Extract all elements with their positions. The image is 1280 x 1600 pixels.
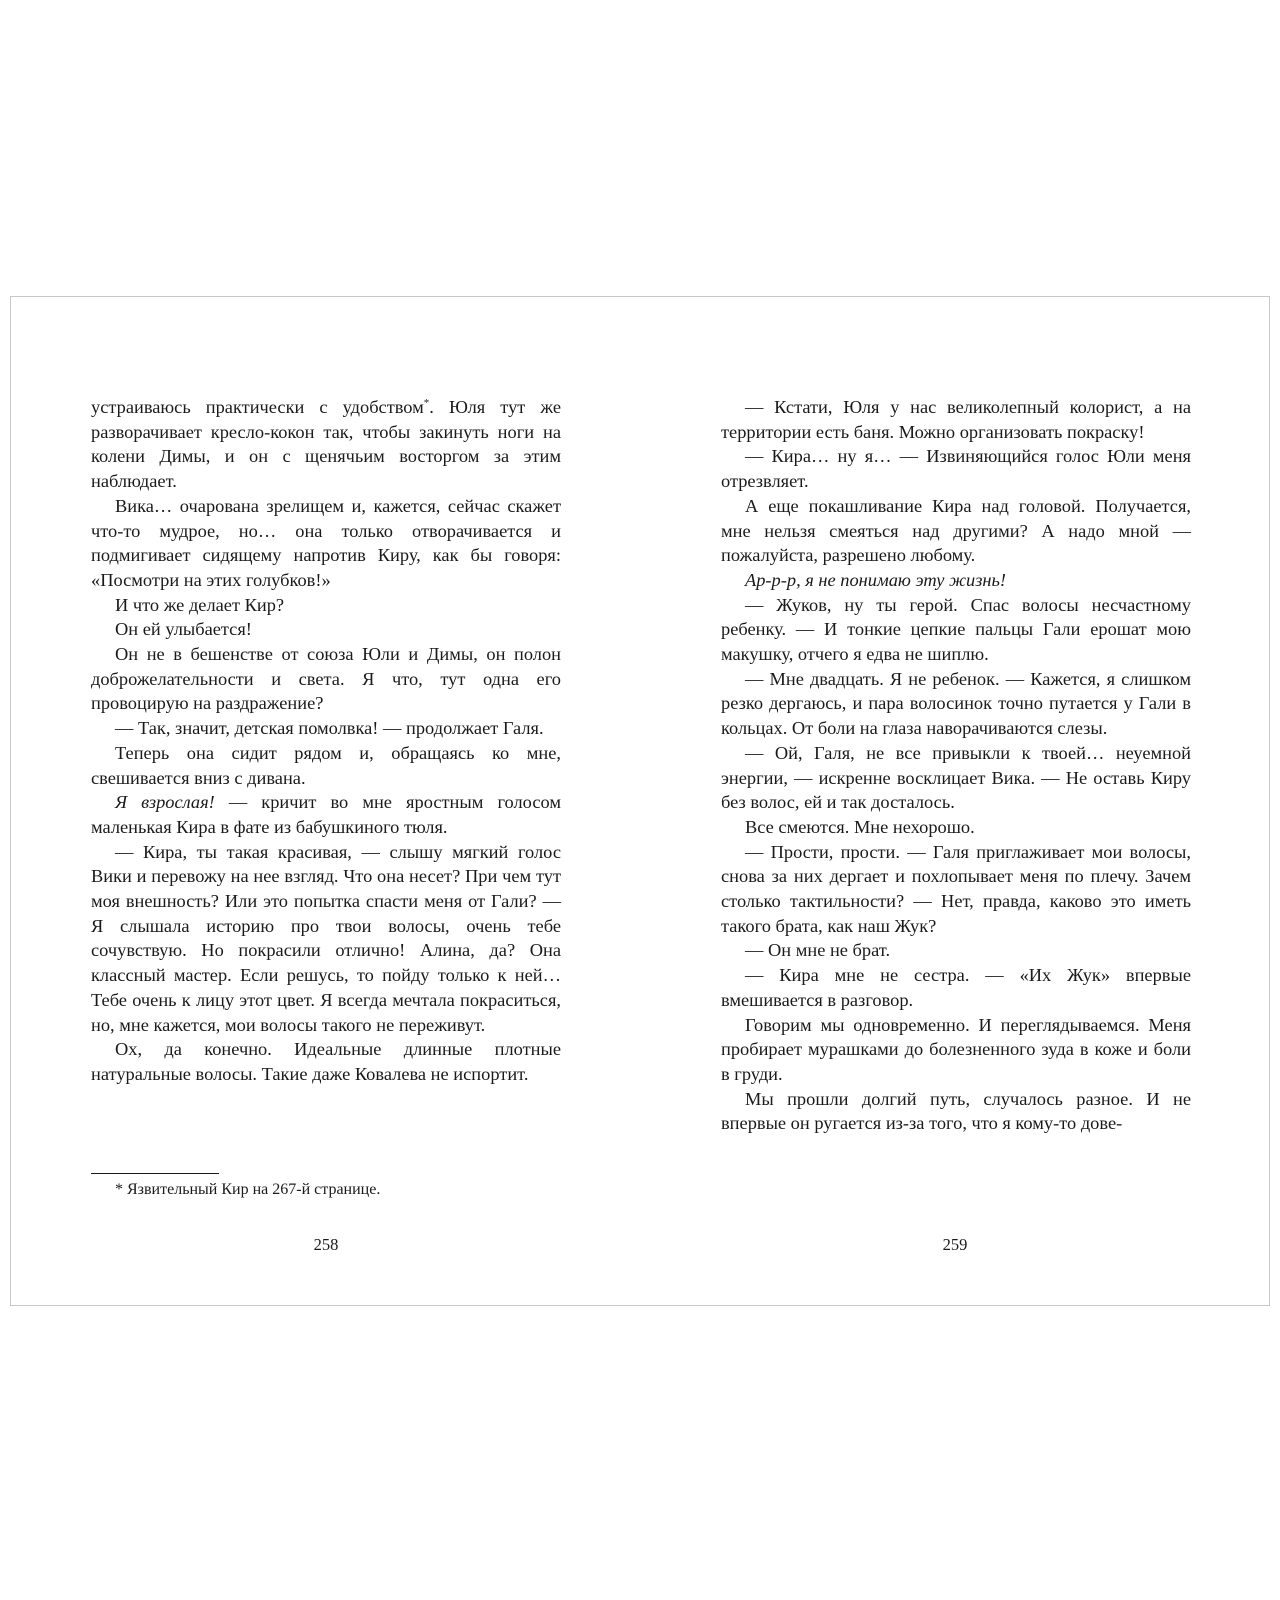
footnote-marker: *: [423, 396, 430, 409]
left-first-line: устраиваюсь практически с удобством: [91, 397, 424, 417]
italic-paragraph-rest: — кричит во мне яростным голосом маленькая Кира в фате из бабушкиного тюля.: [91, 792, 561, 837]
right-paragraph-6: Все смеются. Мне нехорошо.: [745, 816, 975, 837]
italic-thought-right: Ар-р-р, я не понимаю эту жизнь!: [745, 569, 1007, 590]
right-paragraph-1: — Кира… ну я… — Извиняющийся голос Юли меня отрезвляет.: [721, 446, 1191, 492]
right-page-text: [721, 395, 1191, 1136]
italic-thought: Я взрослая!: [115, 792, 215, 813]
right-paragraph-2: А еще покашливание Кира над головой. Получается, мне нельзя смеяться над другими? А надо мной — пожалуйста, разрешено любому.: [721, 495, 1191, 566]
footnote: * Язвительный Кир на 267-й странице.: [115, 1181, 381, 1198]
left-paragraph-2: И что же делает Кир?: [115, 594, 285, 615]
left-paragraph-italic: [91, 790, 561, 839]
left-paragraph-0: [91, 395, 561, 494]
left-paragraph-6: Теперь она сидит рядом и, обращаясь ко мне, свешивается вниз с дивана.: [91, 742, 561, 788]
right-paragraph-7: — Прости, прости. — Галя приглаживает мои волосы, снова за них дергает и похлопывает меня по плечу. Зачем столько тактильности? — Нет, правда, каково это иметь такого брата, как наш Жук?: [721, 841, 1191, 936]
left-paragraph-7: — Кира, ты такая красивая, — слышу мягкий голос Вики и перевожу на нее взгляд. Что она несет? При чем тут моя внешность? Или это попытка спасти меня от Гали? — Я слышала историю про твои волосы, очень тебе сочувствую. Но покрасили отлично! Алина, да? Она классный мастер. Если решусь, то пойду только к ней… Тебе очень к лицу этот цвет. Я всегда мечтала покраситься, но, мне кажется, мои волосы такого не переживут.: [91, 841, 561, 1035]
page-number-left: 258: [313, 1235, 339, 1254]
right-paragraph-10: Говорим мы одновременно. И переглядываемся. Меня пробирает мурашками до болезненного зуда в коже и боли в груди.: [721, 1014, 1191, 1084]
left-paragraph-8: Ох, да конечно. Идеальные длинные плотные натуральные волосы. Такие даже Ковалева не испортит.: [91, 1039, 561, 1084]
left-first-line-rest: . Юля тут же разворачивает кресло-кокон так, чтобы закинуть ноги на колени Димы, и он с щенячьим восторгом за этим наблюдает.: [91, 397, 561, 492]
left-page-text: [91, 395, 561, 1087]
right-paragraph-3: — Жуков, ну ты герой. Спас волосы несчастному ребенку. — И тонкие цепкие пальцы Гали ерошат мою макушку, отчего я едва не шиплю.: [721, 594, 1191, 665]
left-paragraph-3: Он ей улыбается!: [115, 619, 252, 640]
left-paragraph-4: Он не в бешенстве от союза Юли и Димы, он полон доброжелательности и света. Я что, тут одна его провоцирую на раздражение?: [91, 644, 561, 714]
book-spread: [10, 296, 1270, 1306]
right-paragraph-italic: [721, 568, 1191, 593]
right-paragraph-9: — Кира мне не сестра. — «Их Жук» впервые вмешивается в разговор.: [721, 965, 1191, 1010]
right-paragraph-8: — Он мне не брат.: [745, 940, 891, 961]
right-paragraph-5: — Ой, Галя, не все привыкли к твоей… неуемной энергии, — искренне восклицает Вика. — Не оставь Киру без волос, ей и так досталось.: [721, 742, 1191, 813]
right-paragraph-11: Мы прошли долгий путь, случалось разное. И не впервые он ругается из-за того, что я кому-то дове-: [721, 1088, 1191, 1134]
footnote-divider: [91, 1173, 219, 1174]
right-paragraph-4: — Мне двадцать. Я не ребенок. — Кажется, я слишком резко дергаюсь, и пара волосинок точно путается у Гали в кольцах. От боли на глаза наворачиваются слезы.: [721, 668, 1191, 739]
left-paragraph-1: Вика… очарована зрелищем и, кажется, сейчас скажет что-то мудрое, но… она только отворачивается и подмигивает сидящему напротив Киру, как бы говоря: «Посмотри на этих голубков!»: [91, 495, 561, 590]
left-paragraph-5: — Так, значит, детская помолвка! — продолжает Галя.: [115, 718, 544, 739]
page-number-right: 259: [942, 1235, 968, 1254]
right-paragraph-0: — Кстати, Юля у нас великолепный колорист, а на территории есть баня. Можно организовать покраску!: [721, 397, 1191, 442]
